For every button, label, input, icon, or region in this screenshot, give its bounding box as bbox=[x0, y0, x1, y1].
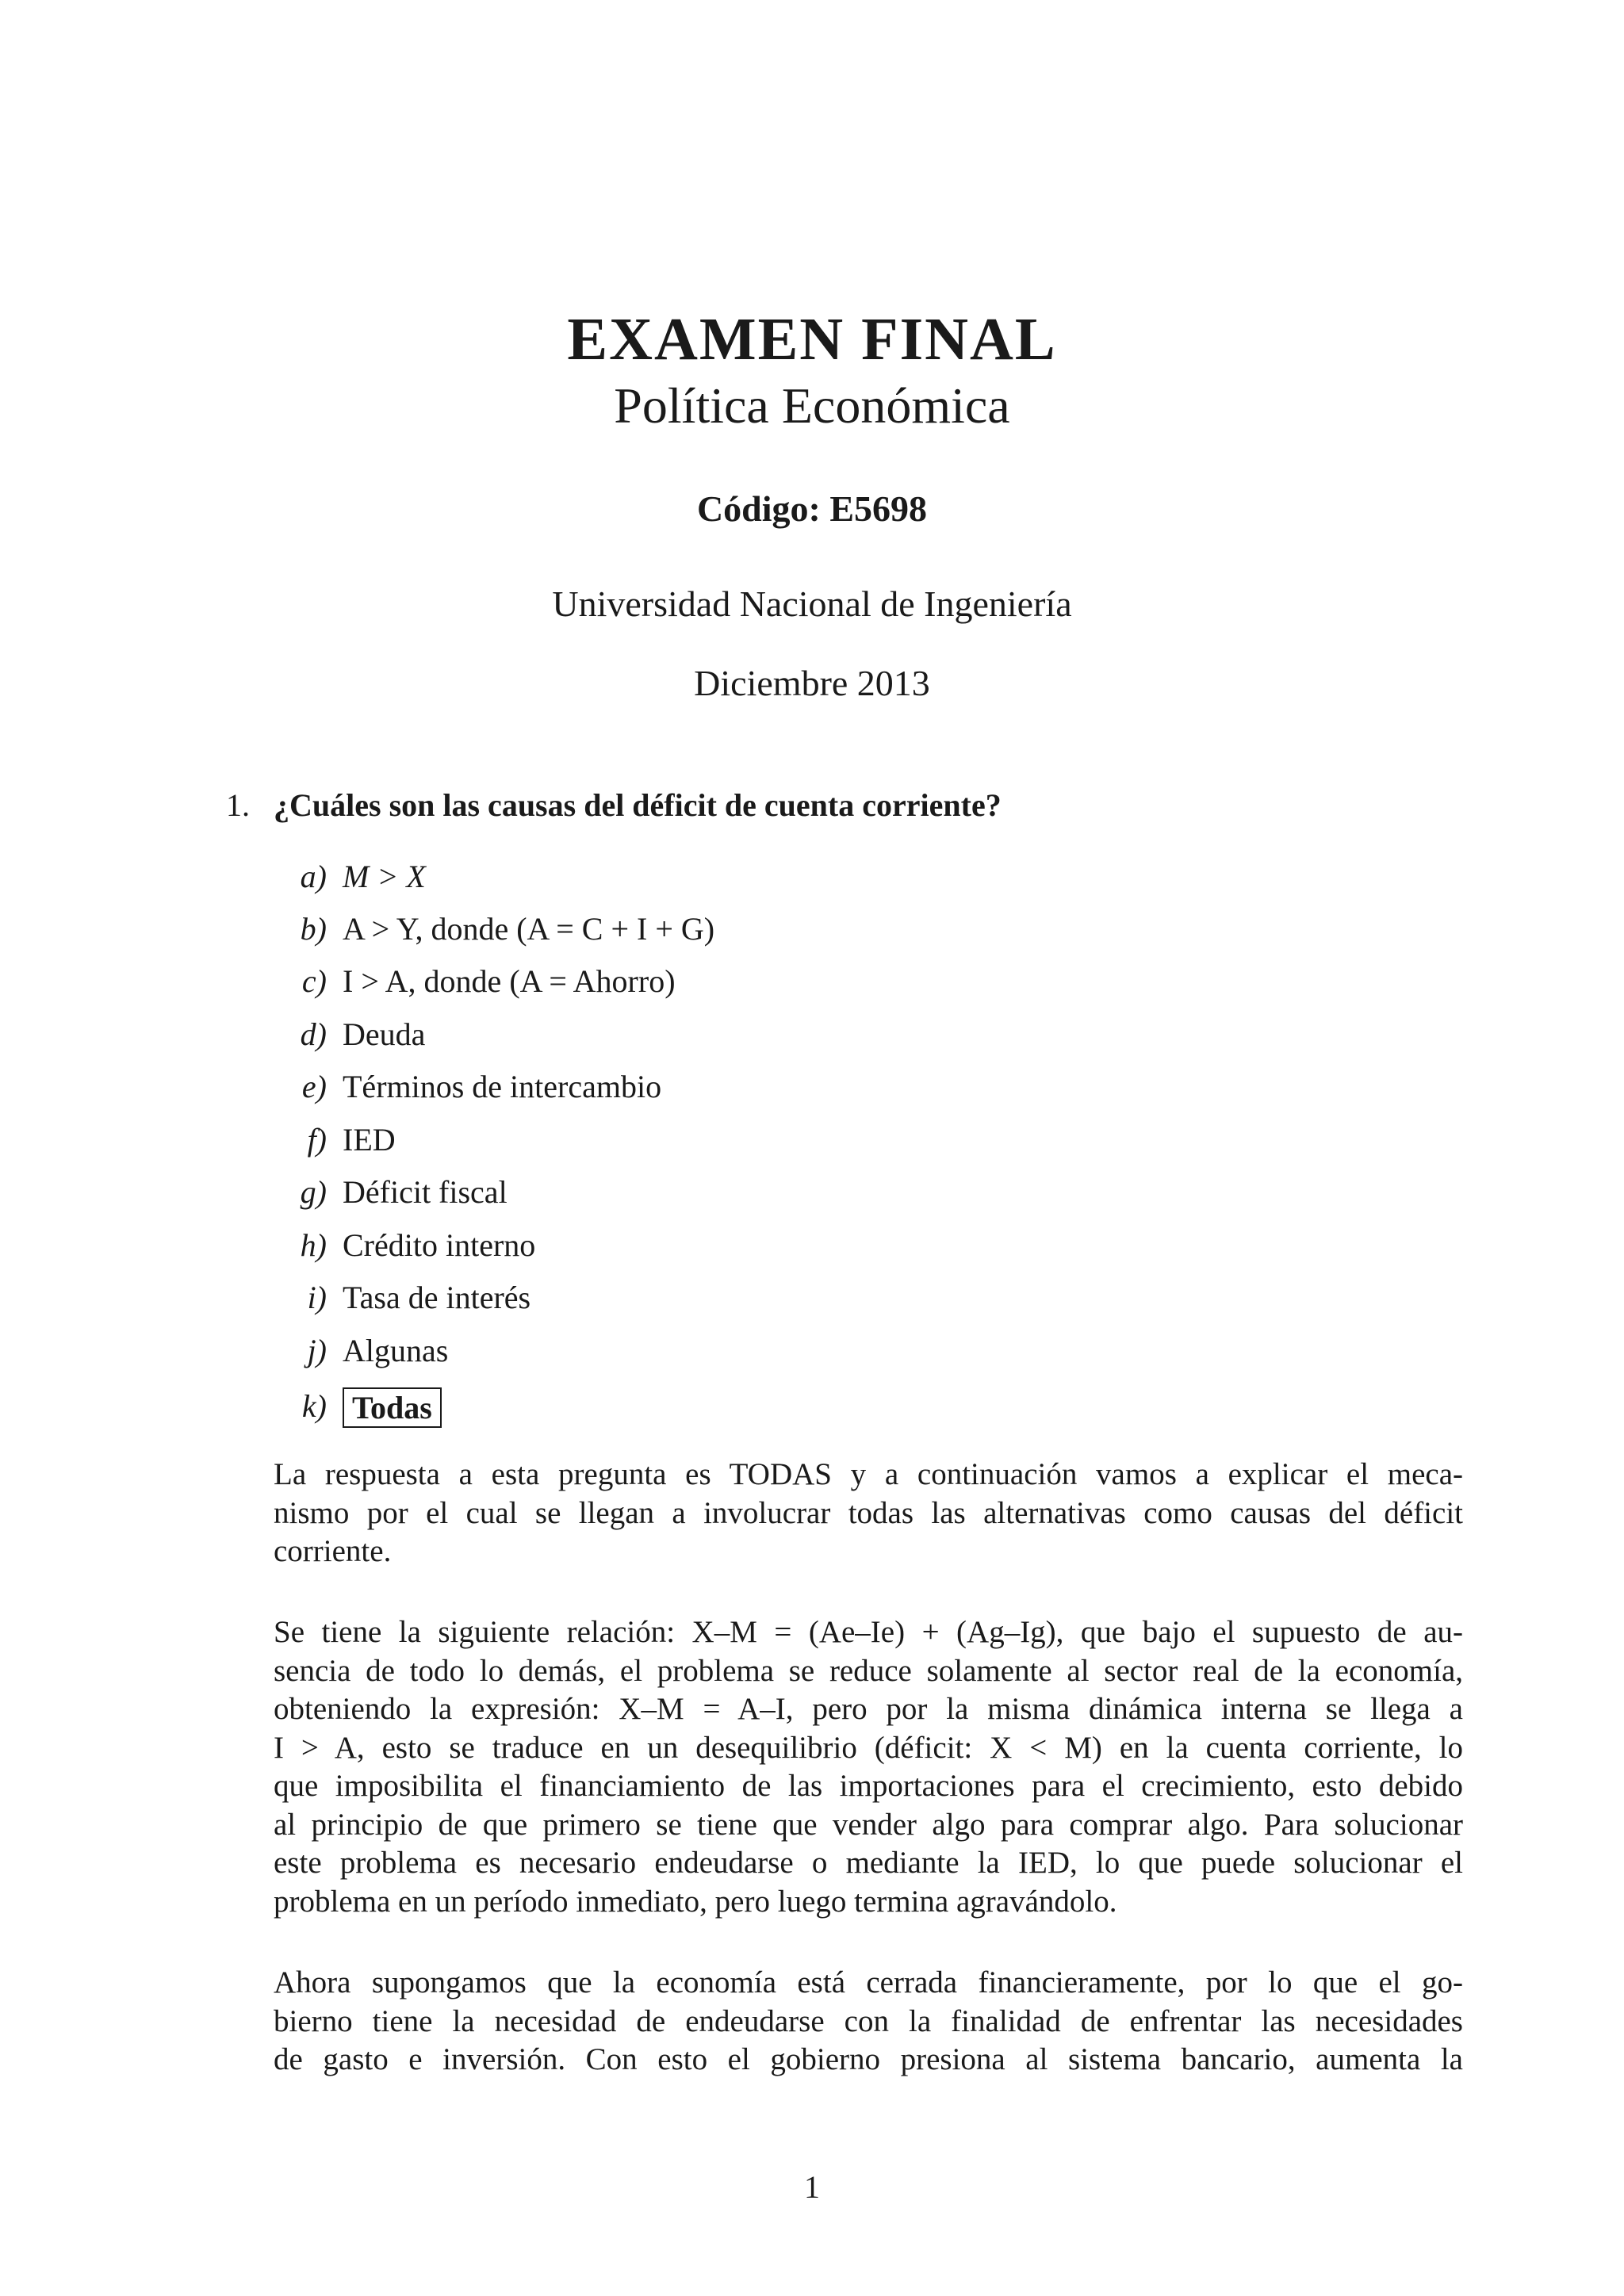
option-label: h) bbox=[300, 1227, 327, 1263]
option-label: i) bbox=[307, 1280, 327, 1315]
option-text: Términos de intercambio bbox=[343, 1069, 662, 1104]
paragraph-closed-economy bbox=[274, 1964, 1463, 2080]
paragraph-relation bbox=[274, 1613, 1463, 1921]
paragraph-line: sencia de todo lo demás, el problema se reduce solamente al sector real de la economía, bbox=[274, 1653, 1463, 1688]
paragraph-line: que imposibilita el financiamiento de las importaciones para el crecimiento, esto debido bbox=[274, 1769, 1463, 1803]
option-text: Crédito interno bbox=[343, 1227, 536, 1263]
paragraph-line: bierno tiene la necesidad de endeudarse con la finalidad de enfrentar las necesidades bbox=[274, 2003, 1463, 2038]
page-number: 1 bbox=[804, 2169, 820, 2205]
paragraph-line: nismo por el cual se llegan a involucrar todas las alternativas como causas del déficit bbox=[274, 1495, 1463, 1530]
option-text: M > X bbox=[343, 859, 426, 894]
option-text: Algunas bbox=[343, 1333, 449, 1368]
option-label: a) bbox=[300, 859, 327, 894]
paragraph-line: este problema es necesario endeudarse o mediante la IED, lo que puede solucionar el bbox=[274, 1846, 1463, 1880]
option-label: c) bbox=[301, 963, 327, 999]
paragraph-line: I > A, esto se traduce en un desequilibrio (déficit: X < M) en la cuenta corriente, lo bbox=[274, 1730, 1463, 1765]
option-text: A > Y, donde (A = C + I + G) bbox=[343, 911, 715, 947]
paragraph-line: Se tiene la siguiente relación: X–M = (Ae–Ie) + (Ag–Ig), que bajo el supuesto de au- bbox=[274, 1615, 1463, 1649]
exam-code: Código: E5698 bbox=[696, 488, 928, 529]
paragraph-line: de gasto e inversión. Con esto el gobierno presiona al sistema bancario, aumenta la bbox=[274, 2042, 1463, 2076]
option-text: Déficit fiscal bbox=[343, 1174, 508, 1210]
paragraph-line: problema en un período inmediato, pero luego termina agravándolo. bbox=[274, 1884, 1117, 1919]
option-label: f) bbox=[307, 1122, 327, 1158]
option-text: Tasa de interés bbox=[343, 1280, 531, 1315]
exam-date: Diciembre 2013 bbox=[694, 663, 930, 703]
paragraph-line: al principio de que primero se tiene que vender algo para comprar algo. Para solucionar bbox=[274, 1807, 1463, 1842]
option-label: k) bbox=[301, 1388, 327, 1424]
option-text: Deuda bbox=[343, 1016, 426, 1052]
option-label: b) bbox=[300, 911, 327, 947]
option-label: e) bbox=[301, 1069, 327, 1104]
paragraph-line: corriente. bbox=[274, 1534, 392, 1568]
option-label: d) bbox=[300, 1016, 327, 1052]
option-label: j) bbox=[307, 1333, 327, 1368]
course-subtitle: Política Económica bbox=[614, 377, 1010, 434]
option-label: g) bbox=[300, 1174, 327, 1210]
question-text: ¿Cuáles son las causas del déficit de cuenta corriente? bbox=[274, 787, 1002, 823]
option-text: I > A, donde (A = Ahorro) bbox=[343, 963, 676, 999]
paragraph-line: Ahora supongamos que la economía está cerrada financieramente, por lo que el go- bbox=[274, 1965, 1463, 1999]
paragraph-answer-intro bbox=[274, 1456, 1463, 1571]
correct-answer-box: Todas bbox=[343, 1387, 442, 1428]
paragraph-line: obteniendo la expresión: X–M = A–I, pero por la misma dinámica interna se llega a bbox=[274, 1692, 1463, 1726]
paragraph-line: La respuesta a esta pregunta es TODAS y a continuación vamos a explicar el meca- bbox=[274, 1457, 1463, 1491]
option-text: IED bbox=[343, 1122, 396, 1158]
exam-title: EXAMEN FINAL bbox=[567, 306, 1057, 373]
university-name: Universidad Nacional de Ingeniería bbox=[552, 584, 1072, 624]
question-number: 1. bbox=[226, 787, 250, 823]
